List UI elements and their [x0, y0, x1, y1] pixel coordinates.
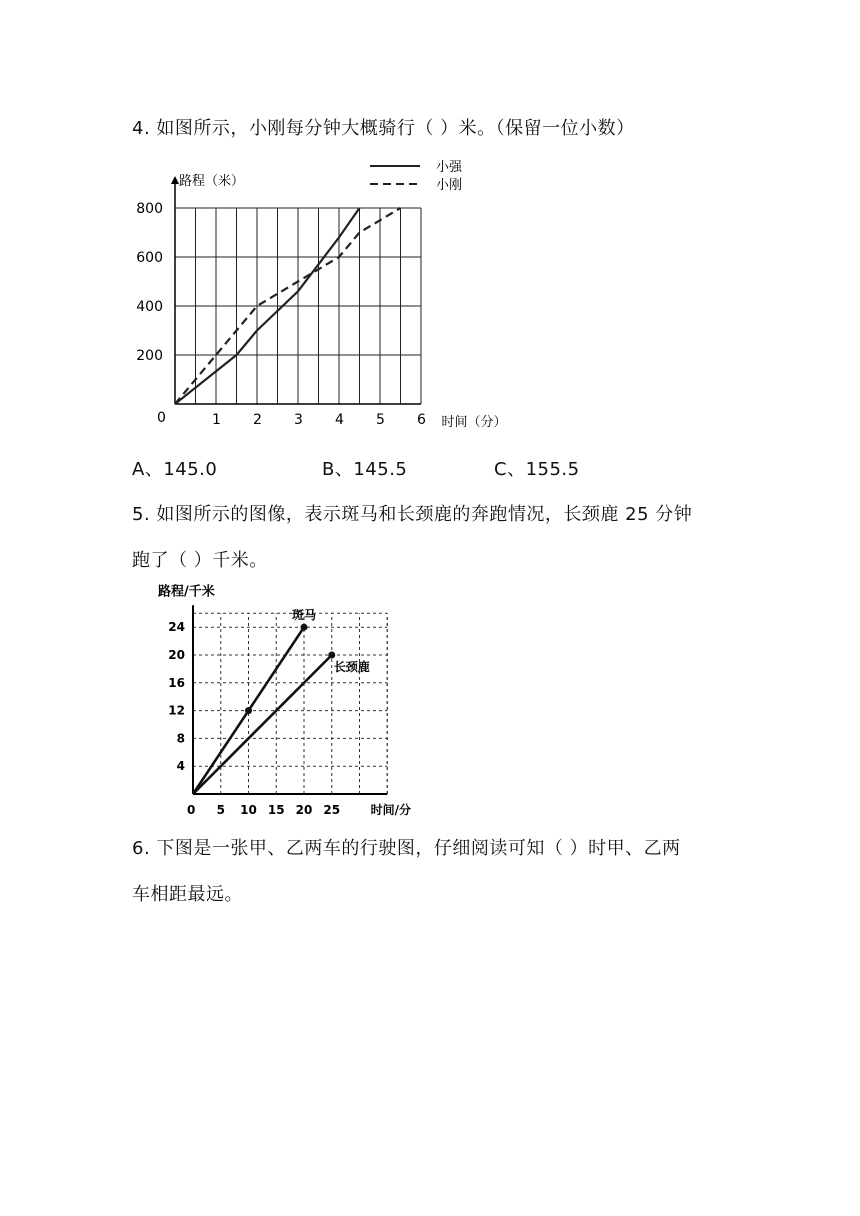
x-tick-label: 10: [240, 803, 257, 817]
y-axis-arrow: [171, 176, 179, 184]
question-4-options: [132, 455, 580, 481]
question-4-text: 4. 如图所示，小刚每分钟大概骑行（ ）米。（保留一位小数）: [132, 118, 635, 139]
y-tick-label: 400: [136, 299, 163, 315]
question-5-line-2: 跑了（ ）千米。: [132, 550, 268, 571]
y-tick-label: 16: [168, 675, 185, 690]
y-tick-label: 12: [168, 703, 185, 718]
y-tick-label: 800: [136, 201, 163, 217]
y-tick-label: 8: [176, 731, 185, 746]
x-tick-label: 5: [376, 412, 385, 428]
legend-label: 小强: [436, 160, 463, 175]
y-tick-label: 600: [136, 250, 163, 266]
y-tick-label: 4: [176, 759, 185, 774]
question-5-line-1: 5. 如图所示的图像，表示斑马和长颈鹿的奔跑情况，长颈鹿 25 分钟: [132, 504, 693, 525]
series-line-giraffe: [193, 655, 332, 794]
x-tick-label: 4: [335, 412, 344, 428]
data-point: [301, 624, 308, 631]
y-tick-label: 20: [168, 648, 185, 662]
series-label: 斑马: [291, 608, 317, 623]
series-label: 长颈鹿: [333, 660, 370, 674]
chart-bike-distance: [130, 150, 530, 440]
x-axis-label: 时间/分: [370, 803, 411, 817]
option-c[interactable]: C、155.5: [494, 459, 580, 480]
data-point: [245, 707, 252, 714]
x-tick-label: 25: [323, 803, 341, 817]
question-6-line-1: 6. 下图是一张甲、乙两车的行驶图，仔细阅读可知（ ）时甲、乙两: [132, 838, 681, 859]
x-tick-label: 20: [295, 803, 313, 817]
x-tick-label: 5: [216, 803, 225, 817]
y-axis-label: 路程/千米: [158, 584, 215, 600]
y-tick-label: 24: [168, 620, 185, 635]
question-6-line-2: 车相距最远。: [132, 884, 243, 905]
origin-label: 0: [187, 803, 196, 817]
x-axis-label: 时间（分）: [441, 415, 507, 430]
data-point: [328, 652, 335, 659]
option-b[interactable]: B、145.5: [322, 459, 408, 480]
option-a[interactable]: A、145.0: [132, 459, 218, 480]
y-tick-label: 200: [136, 348, 163, 364]
x-tick-label: 1: [212, 412, 221, 428]
x-tick-label: 3: [294, 412, 303, 428]
chart-animal-run: [150, 580, 450, 820]
y-axis-label: 路程（米）: [179, 174, 245, 189]
origin-label: 0: [157, 410, 166, 426]
legend-label: 小刚: [436, 178, 463, 193]
x-tick-label: 6: [417, 412, 426, 428]
x-tick-label: 15: [267, 803, 285, 817]
x-tick-label: 2: [253, 412, 262, 428]
